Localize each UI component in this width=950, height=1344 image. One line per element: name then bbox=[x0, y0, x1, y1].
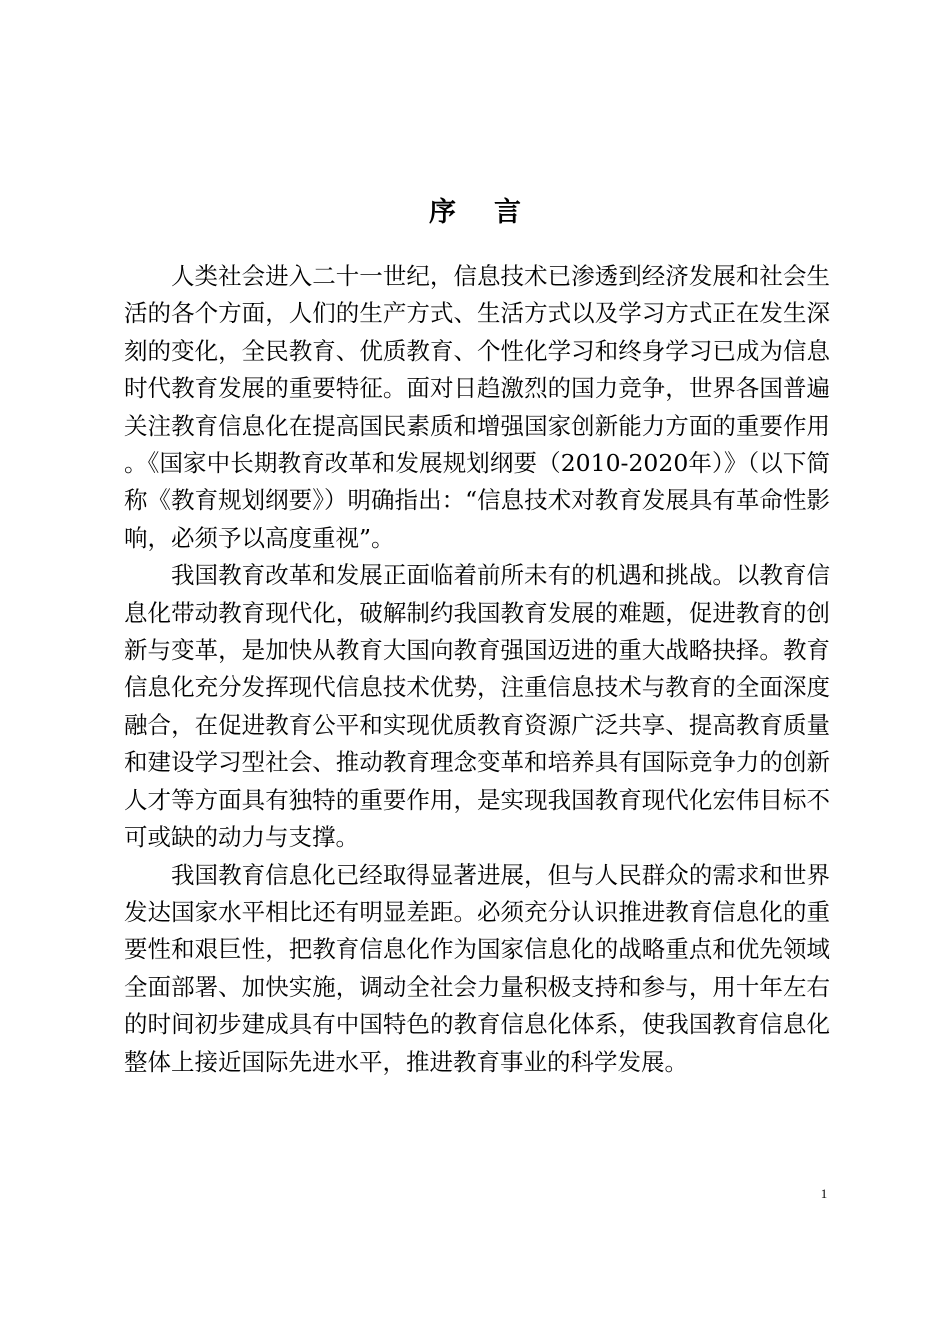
body-text bbox=[124, 258, 830, 1081]
paragraph-1: 人类社会进入二十一世纪，信息技术已渗透到经济发展和社会生活的各个方面，人们的生产方式、生活方式以及学习方式正在发生深刻的变化，全民教育、优质教育、个性化学习和终身学习已成为信息时代教育发展的重要特征。面对日趋激烈的国力竞争，世界各国普遍关注教育信息化在提高国民素质和增强国家创新能力方面的重要作用。《国家中长期教育改革和发展规划纲要（2010-2020年）》（以下简称《教育规划纲要》）明确指出：“信息技术对教育发展具有革命性影响，必须予以高度重视”。 bbox=[124, 262, 830, 552]
page-title: 序言 bbox=[429, 197, 559, 228]
paragraph-3: 我国教育信息化已经取得显著进展，但与人民群众的需求和世界发达国家水平相比还有明显差距。必须充分认识推进教育信息化的重要性和艰巨性，把教育信息化作为国家信息化的战略重点和优先领域全面部署、加快实施，调动全社会力量积极支持和参与，用十年左右的时间初步建成具有中国特色的教育信息化体系，使我国教育信息化整体上接近国际先进水平，推进教育事业的科学发展。 bbox=[124, 860, 830, 1076]
paragraph-2: 我国教育改革和发展正面临着前所未有的机遇和挑战。以教育信息化带动教育现代化，破解制约我国教育发展的难题，促进教育的创新与变革，是加快从教育大国向教育强国迈进的重大战略抉择。教育信息化充分发挥现代信息技术优势，注重信息技术与教育的全面深度融合，在促进教育公平和实现优质教育资源广泛共享、提高教育质量和建设学习型社会、推动教育理念变革和培养具有国际竞争力的创新人才等方面具有独特的重要作用，是实现我国教育现代化宏伟目标不可或缺的动力与支撑。 bbox=[124, 561, 830, 852]
page-number: 1 bbox=[820, 1186, 828, 1201]
